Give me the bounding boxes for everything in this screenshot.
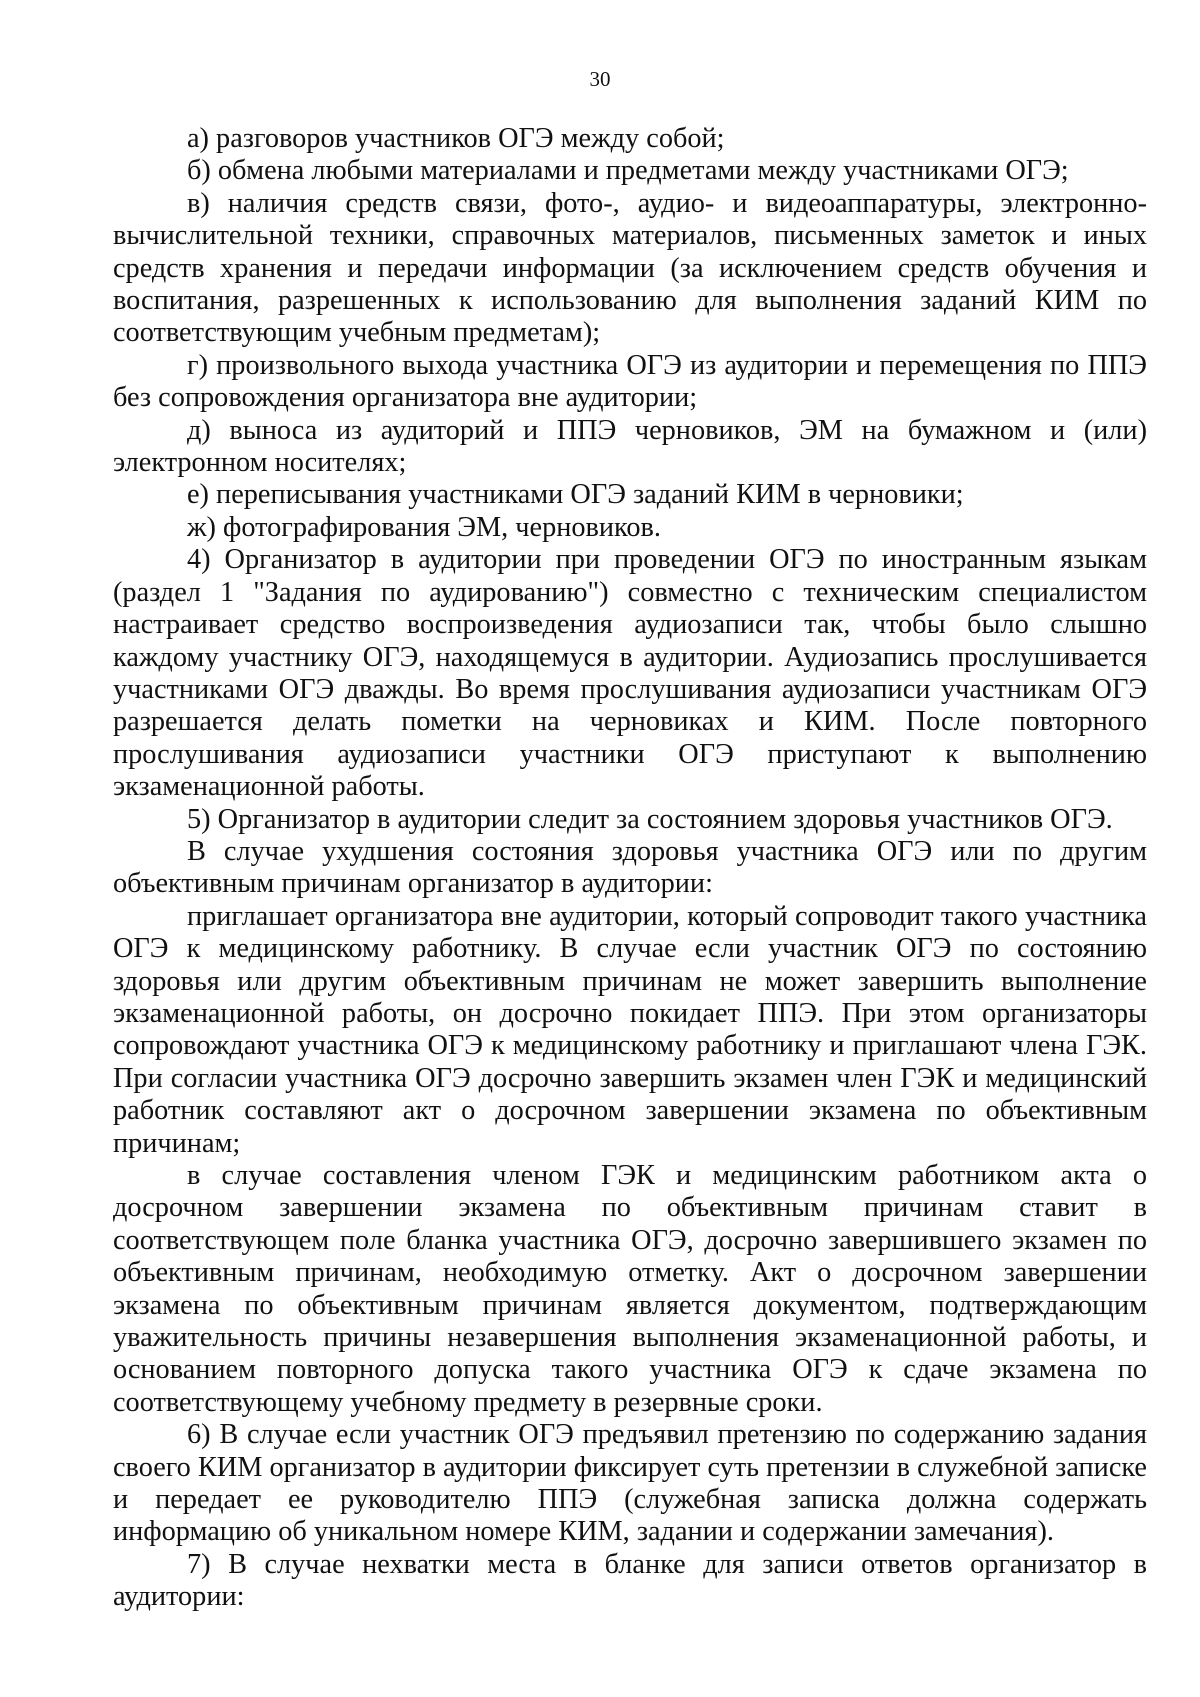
paragraph-early-completion-act: в случае составления членом ГЭК и медицинским работником акта о досрочном завершении экзамена по объективным причинам ставит в соответствующем поле бланка участника ОГЭ, досрочно завершившего экзамен по объективным причинам, необходимую отметку. Акт о досрочном завершении экзамена по объективным причинам является документом, подтверждающим уважительность причины незавершения выполнения экзаменационной работы, и основанием повторного допуска такого участника ОГЭ к сдаче экзамена по соответствующему учебному предмету в резервные сроки. bbox=[113, 1160, 1147, 1418]
paragraph-item-e: е) переписывания участниками ОГЭ заданий КИМ в черновики; bbox=[187, 479, 964, 511]
paragraph-item-d: д) выноса из аудиторий и ППЭ черновиков, ЭМ на бумажном и (или) электронном носителях; bbox=[113, 414, 1147, 479]
paragraph-item-a: а) разговоров участников ОГЭ между собой; bbox=[187, 123, 725, 154]
paragraph-item-b: б) обмена любыми материалами и предметами между участниками ОГЭ; bbox=[187, 155, 1069, 187]
document-body bbox=[113, 123, 1147, 1614]
paragraph-item-g: г) произвольного выхода участника ОГЭ из аудитории и перемещения по ППЭ без сопровождения организатора вне аудитории; bbox=[113, 349, 1147, 414]
paragraph-point-7: 7) В случае нехватки места в бланке для записи ответов организатор в аудитории: bbox=[113, 1548, 1147, 1613]
paragraph-item-v: в) наличия средств связи, фото-, аудио- и видеоаппаратуры, электронно-вычислительной техники, справочных материалов, письменных заметок и иных средств хранения и передачи информации (за исключением средств обучения и воспитания, разрешенных к использованию для выполнения заданий КИМ по соответствующим учебным предметам); bbox=[113, 187, 1147, 349]
paragraph-invites-organizer: приглашает организатора вне аудитории, который сопроводит такого участника ОГЭ к медицинскому работнику. В случае если участник ОГЭ по состоянию здоровья или другим объективным причинам не может завершить выполнение экзаменационной работы, он досрочно покидает ППЭ. При этом организаторы сопровождают участника ОГЭ к медицинскому работнику и приглашают члена ГЭК. При согласии участника ОГЭ досрочно завершить экзамен член ГЭК и медицинский работник составляют акт о досрочном завершении экзамена по объективным причинам; bbox=[113, 900, 1147, 1159]
page-number: 30 bbox=[589, 67, 611, 91]
paragraph-item-zh: ж) фотографирования ЭМ, черновиков. bbox=[187, 511, 661, 543]
paragraph-point-4: 4) Организатор в аудитории при проведении ОГЭ по иностранным языкам (раздел 1 "Задания по аудированию") совместно с техническим специалистом настраивает средство воспроизведения аудиозаписи так, чтобы было слышно каждому участнику ОГЭ, находящемуся в аудитории. Аудиозапись прослушивается участниками ОГЭ дважды. Во время прослушивания аудиозаписи участникам ОГЭ разрешается делать пометки на черновиках и КИМ. После повторного прослушивания аудиозаписи участники ОГЭ приступают к выполнению экзаменационной работы. bbox=[113, 544, 1147, 803]
paragraph-point-5: 5) Организатор в аудитории следит за состоянием здоровья участников ОГЭ. bbox=[187, 803, 1113, 835]
paragraph-health-case: В случае ухудшения состояния здоровья участника ОГЭ или по другим объективным причинам организатор в аудитории: bbox=[113, 835, 1147, 900]
paragraph-point-6: 6) В случае если участник ОГЭ предъявил претензию по содержанию задания своего КИМ организатор в аудитории фиксирует суть претензии в служебной записке и передает ее руководителю ППЭ (служебная записка должна содержать информацию об уникальном номере КИМ, задании и содержании замечания). bbox=[113, 1419, 1147, 1548]
